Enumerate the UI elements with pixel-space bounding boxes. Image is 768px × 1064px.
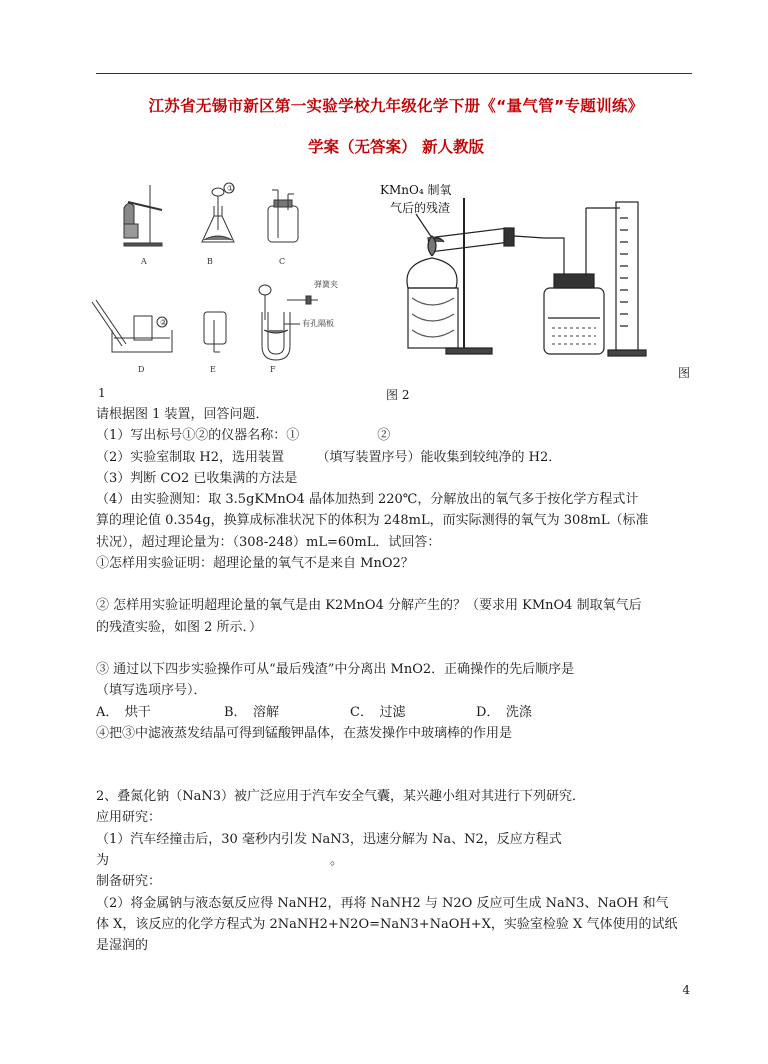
option-b: B． 溶解 <box>224 704 280 720</box>
label-f: F <box>270 365 276 374</box>
mark-2: ② <box>160 318 168 327</box>
header-rule <box>96 73 692 74</box>
text-line: ② 怎样用实验证明超理论量的氧气是由 K2MnO4 分解产生的？（要求用 KMnO4 制取氧气后 <box>96 598 642 614</box>
label-b: B <box>207 257 213 266</box>
text-line: 的残渣实验，如图 2 所示．） <box>96 619 263 635</box>
text-line: ①怎样用实验证明：超理论量的氧气不是来自 MnO2？ <box>96 556 414 572</box>
options-row <box>96 702 696 723</box>
mark-1: ① <box>227 184 235 193</box>
apparatus-d <box>92 300 172 374</box>
figure-2-caption: 图 2 <box>386 388 410 402</box>
text-line: 算的理论值 0.354g，换算成标准状况下的体积为 248mL，而实际测得的氧气为 308mL（标准 <box>96 513 649 529</box>
text-line: 是湿润的 <box>96 938 149 954</box>
label-e: E <box>210 365 216 374</box>
text-line: （1）写出标号①②的仪器名称：① ② <box>96 428 391 444</box>
text-line: （4）由实验测知：取 3.5gKMnO4 晶体加热到 220℃，分解放出的氧气多于按化学方程式计 <box>96 492 639 508</box>
label-a: A <box>141 257 147 266</box>
text-line: （2）实验室制取 H2，选用装置 （填写装置序号）能收集到较纯净的 H2． <box>96 449 562 465</box>
text-line: ③ 通过以下四步实验操作可从“最后残渣”中分离出 MnO2．正确操作的先后顺序是 <box>96 661 575 677</box>
document-subtitle: 学案（无答案） 新人教版 <box>308 138 484 156</box>
text-line: 制备研究： <box>96 874 162 890</box>
text-line: 请根据图 1 装置，回答问题． <box>96 407 269 422</box>
text-line: （3）判断 CO2 已收集满的方法是 <box>96 470 298 486</box>
page-number: 4 <box>682 983 690 997</box>
apparatus-b <box>202 183 234 266</box>
spring-clip-label: 弹簧夹 <box>314 280 338 289</box>
apparatus-f <box>259 279 338 374</box>
option-d: D． 洗涤 <box>476 704 532 720</box>
text-line: 为 。 <box>96 853 344 869</box>
figure-2-apparatus <box>376 178 692 368</box>
figure-1-apparatus <box>88 180 350 380</box>
text-line: 2、叠氮化钠（NaN3）被广泛应用于汽车安全气囊，某兴趣小组对其进行下列研究． <box>96 789 586 805</box>
figure-1-caption: 1 <box>98 386 106 400</box>
option-a: A． 烘干 <box>96 704 151 720</box>
text-line: （1）汽车经撞击后，30 毫秒内引发 NaN3，迅速分解为 Na、N2，反应方程式 <box>96 831 562 847</box>
label-d: D <box>138 365 145 374</box>
label-c: C <box>279 257 286 266</box>
figure-2-caption-prefix: 图 <box>678 366 691 380</box>
text-line: 体 X，该反应的化学方程式为 2NaNH2+N2O=NaN3+NaOH+X，实验室检验 X 气体使用的试纸 <box>96 916 678 932</box>
text-line: ④把③中滤液蒸发结晶可得到锰酸钾晶体，在蒸发操作中玻璃棒的作用是 <box>96 725 513 741</box>
document-title: 江苏省无锡市新区第一实验学校九年级化学下册《“量气管”专题训练》 <box>148 97 644 115</box>
apparatus-a <box>124 185 162 266</box>
text-line: （填写选项序号）． <box>96 683 207 699</box>
figure-2-label-line1: KMnO₄ 制氧 <box>380 183 452 197</box>
text-line: （2）将金属钠与液态氨反应得 NaNH2，再将 NaNH2 与 N2O 反应可生成 NaN3、NaOH 和气 <box>96 895 669 911</box>
apparatus-e <box>204 312 226 374</box>
apparatus-c <box>268 190 298 266</box>
text-line: 应用研究： <box>96 810 162 826</box>
text-line: 状况），超过理论量为：（308-248）mL=60mL．试回答： <box>96 534 441 550</box>
figure-2-label-line2: 气后的残渣 <box>390 201 451 215</box>
porous-plate-label: 有孔隔板 <box>302 319 334 328</box>
option-c: C． 过滤 <box>350 704 406 720</box>
question-body <box>96 404 696 957</box>
